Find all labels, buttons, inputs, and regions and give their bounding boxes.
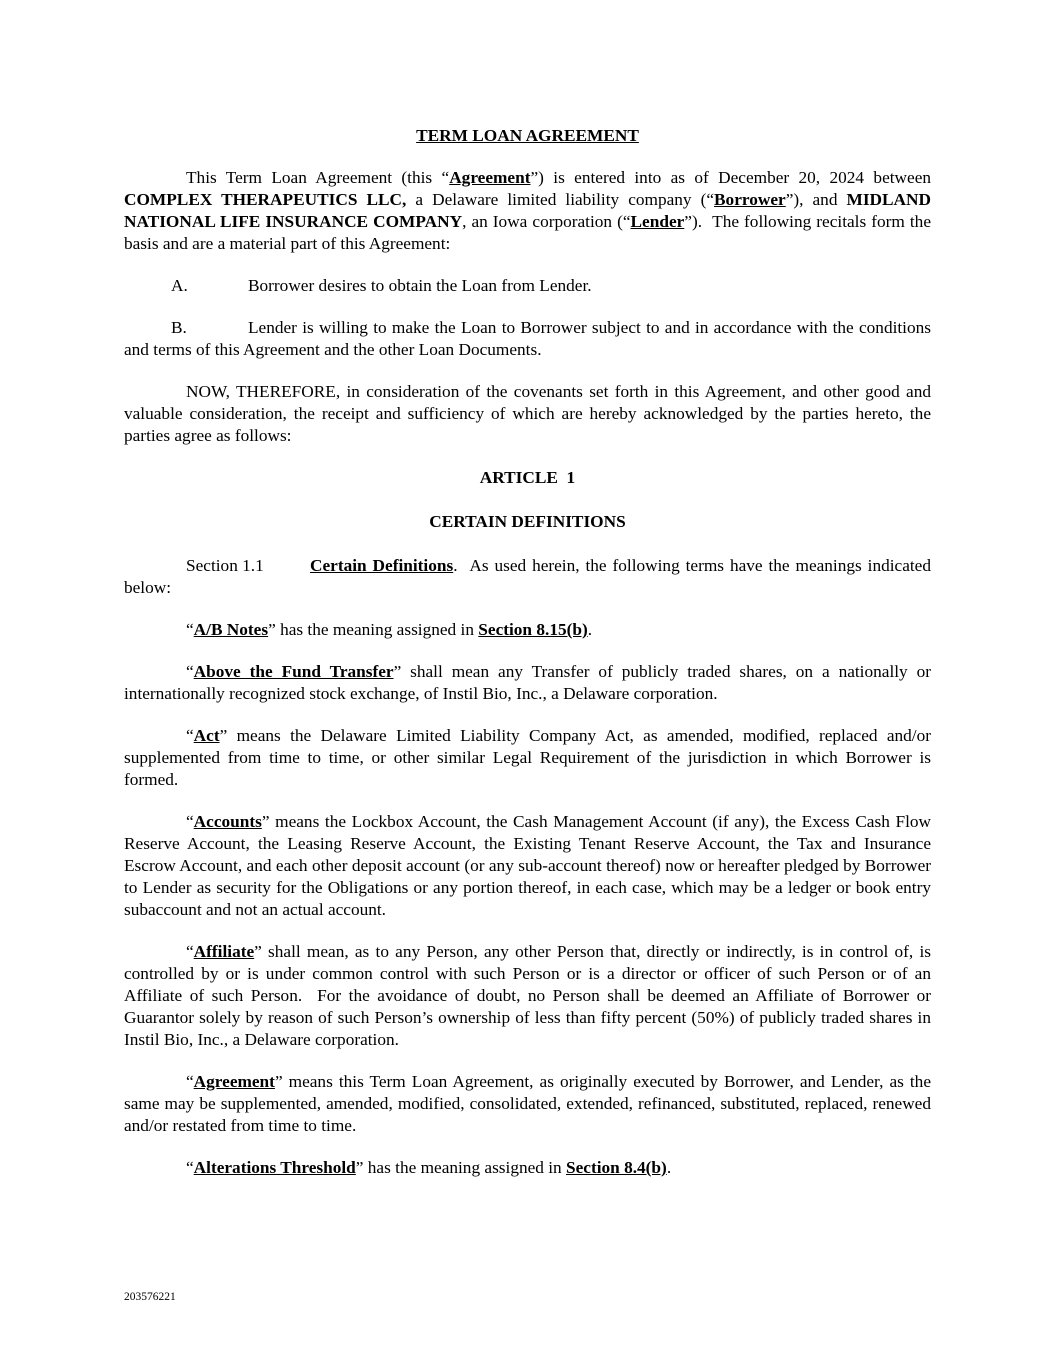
definition-ab-notes: “A/B Notes” has the meaning assigned in Section 8.15(b). [186,620,593,639]
lender-name: MIDLAND NATIONAL LIFE INSURANCE COMPANY [124,190,931,231]
preamble-text: ”). The following recitals form the basis and are a material part of this Agreement: [124,212,931,253]
definition-text: ” shall mean any Transfer of publicly traded shares, on a nationally or internationally recognized stock exchange, of Instil Bio, Inc., a Delaware corporation. [124,662,931,703]
section-reference: Section 8.4(b) [566,1158,667,1177]
document-number: 203576221 [124,1291,176,1303]
definition-text: . [587,620,593,639]
defined-term: Accounts [193,812,262,831]
preamble-text: This Term Loan Agreement (this “ [186,168,450,187]
defined-term: Above the Fund Transfer [193,662,394,681]
section-heading: Certain Definitions [310,556,454,575]
section-text: . As used herein, the following terms have the meanings indicated below: [124,556,931,597]
document-title: TERM LOAN AGREEMENT [416,126,639,145]
defined-term: A/B Notes [193,620,269,639]
document-body [124,125,931,1199]
definition-affiliate: “Affiliate” shall mean, as to any Person, any other Person that, directly or indirectly, is in control of, is controlled by or is under common control with such Person or is a director or officer of such Person or of an Affiliate of such Person. For the avoidance of doubt, no Person shall be deemed an Affiliate of Borrower or Guarantor solely by reason of such Person’s ownership of less than fifty percent (50%) of publicly traded shares in Instil Bio, Inc., a Delaware corporation. [124,942,931,1049]
preamble-text: a Delaware limited liability company (“ [406,190,715,209]
now-therefore-paragraph: NOW, THEREFORE, in consideration of the covenants set forth in this Agreement, and other good and valuable consideration, the receipt and sufficiency of which are hereby acknowledged by the parties hereto, the parties agree as follows: [124,382,931,445]
preamble-text: ”) is entered into as of December 20, 2024 between [530,168,932,187]
recital-text: Borrower desires to obtain the Loan from Lender. [248,276,592,295]
borrower-name: COMPLEX THERAPEUTICS LLC, [124,190,407,209]
article-title: CERTAIN DEFINITIONS [429,512,626,531]
preamble-text: ”), and [785,190,847,209]
definition-accounts: “Accounts” means the Lockbox Account, the Cash Management Account (if any), the Excess Cash Flow Reserve Account, the Leasing Reserve Account, the Existing Tenant Reserve Account, the Tax and Insurance Escrow Account, and each other deposit account (or any sub-account thereof) now or hereafter pledged by Borrower to Lender as security for the Obligations or any portion thereof, in each case, which may be a ledger or book entry subaccount and not an actual account. [124,812,931,919]
definition-alterations-threshold: “Alterations Threshold” has the meaning assigned in Section 8.4(b). [186,1158,672,1177]
article-number: ARTICLE 1 [479,468,576,487]
definition-text: ” means the Lockbox Account, the Cash Management Account (if any), the Excess Cash Flow Reserve Account, the Leasing Reserve Account, the Existing Tenant Reserve Account, the Tax and Insurance Escrow Account, and each other deposit account (or any sub-account thereof) now or hereafter pledged by Borrower to Lender as security for the Obligations or any portion thereof, in each case, which may be a ledger or book entry subaccount and not an actual account. [124,812,931,919]
defined-term: Agreement [193,1072,275,1091]
defined-term-agreement: Agreement [449,168,531,187]
section-reference: Section 8.15(b) [478,620,588,639]
defined-term: Act [193,726,220,745]
recital-b [124,317,931,361]
definition-text: ” shall mean, as to any Person, any other Person that, directly or indirectly, is in control of, is controlled by or is under common control with such Person or is a director or officer of such Person or of an Affiliate of such Person. For the avoidance of doubt, no Person shall be deemed an Affiliate of Borrower or Guarantor solely by reason of such Person’s ownership of less than fifty percent (50%) of publicly traded shares in Instil Bio, Inc., a Delaware corporation. [124,942,931,1049]
defined-term: Alterations Threshold [193,1158,356,1177]
definition-text: ” has the meaning assigned in [355,1158,566,1177]
recital-label: A. [171,276,188,295]
recital-text: Lender is willing to make the Loan to Borrower subject to and in accordance with the conditions and terms of this Agreement and the other Loan Documents. [124,318,931,359]
preamble-paragraph [124,167,931,255]
section-1-1-paragraph [124,555,931,599]
defined-term-lender: Lender [630,212,685,231]
defined-term-borrower: Borrower [714,190,786,209]
definition-agreement: “Agreement” means this Term Loan Agreement, as originally executed by Borrower, and Lender, as the same may be supplemented, amended, modified, consolidated, extended, refinanced, substituted, replaced, renewed and/or restated from time to time. [124,1072,931,1135]
recital-label: B. [171,318,187,337]
recital-a [124,275,931,297]
definition-text: . [666,1158,672,1177]
definition-text: ” has the meaning assigned in [268,620,479,639]
definition-text: ” means this Term Loan Agreement, as originally executed by Borrower, and Lender, as the same may be supplemented, amended, modified, consolidated, extended, refinanced, substituted, replaced, renewed and/or restated from time to time. [124,1072,931,1135]
defined-term: Affiliate [193,942,255,961]
definition-above-the-fund-transfer: “Above the Fund Transfer” shall mean any Transfer of publicly traded shares, on a nationally or internationally recognized stock exchange, of Instil Bio, Inc., a Delaware corporation. [124,662,931,703]
section-label: Section 1.1 [186,556,264,575]
preamble-text: , an Iowa corporation (“ [462,212,631,231]
definition-act: “Act” means the Delaware Limited Liability Company Act, as amended, modified, replaced and/or supplemented from time to time, or other similar Legal Requirement of the jurisdiction in which Borrower is formed. [124,726,931,789]
definition-text: ” means the Delaware Limited Liability Company Act, as amended, modified, replaced and/or supplemented from time to time, or other similar Legal Requirement of the jurisdiction in which Borrower is formed. [124,726,931,789]
